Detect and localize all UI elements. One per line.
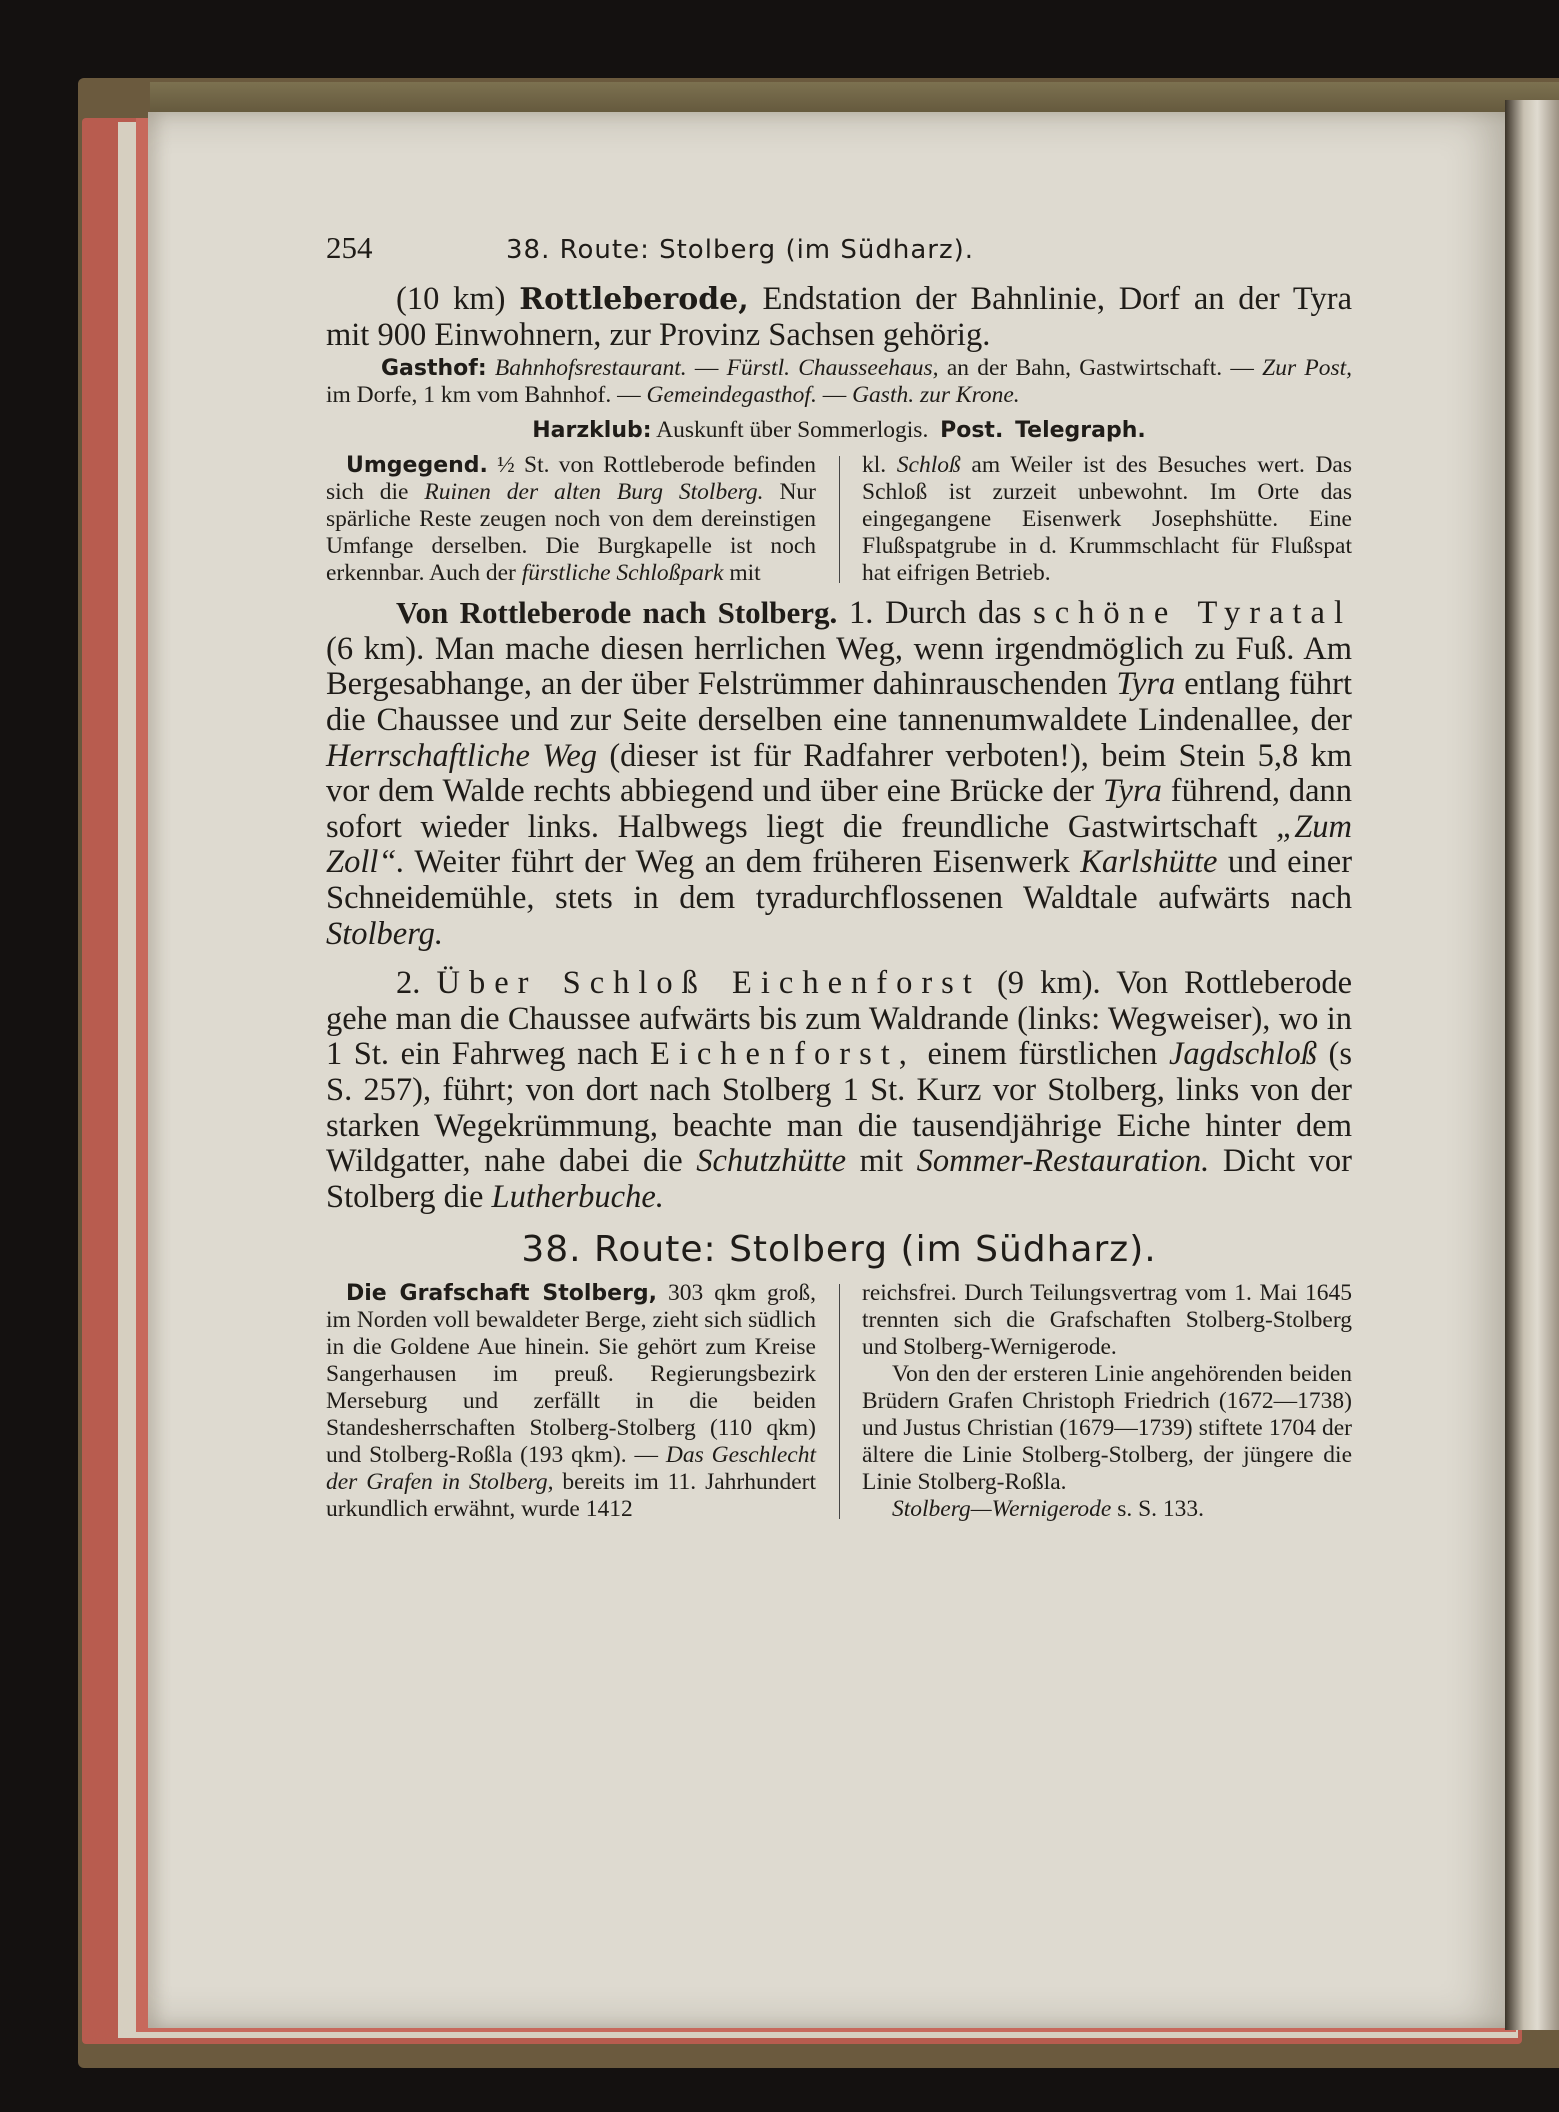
section-text: (dieser ist für Radfahrer verboten!), beim Stein 5,8 km vor dem Walde rechts abbiegend und über eine Brücke der [326,737,1353,810]
route-italic: Das Geschlecht der Grafen in Stolberg, [326,1442,816,1496]
running-title: 38. Route: Stolberg (im Südharz). [506,235,975,265]
umgegend-right-column [862,452,1352,587]
section-text: (s S. 257), führt; von dort nach Stolberg 1 St. Kurz vor Stolberg, links von der starken Wegekrümmung, beachte man die tausendjährige Eiche hinter dem Wildgatter, nahe dabei die [326,1036,1352,1180]
place-italic: Schutzhütte [696,1143,847,1180]
route-text: bereits im 11. Jahrhundert urkundlich erwähnt, wurde 1412 [326,1469,817,1523]
umgegend-text: mit [729,560,761,587]
spaced-text: Eichenforst, [649,1036,916,1073]
page-text [326,230,1352,1523]
spaced-text: Über Schloß Eichenforst [436,965,981,1002]
section-text: Dicht vor Stolberg die [326,1143,1352,1215]
umgegend-text: am Weiler ist des Besuches wert. Das Schloß ist zurzeit unbewohnt. Im Orte das eingegangene Eisenwerk Josephshütte. Eine Flußspatgrube in d. Krummschlacht für Flußspat hat eifrigen Betrieb. [862,452,1353,587]
place-italic: Jagdschloß [1168,1036,1317,1073]
section-text: führend, dann sofort wieder links. Halbwegs liegt die freundliche Gastwirtschaft [326,773,1353,845]
gasthof-text: an der Bahn, Gastwirtschaft. — [946,355,1254,382]
post-label: Post. [940,418,1004,444]
place-italic: Tyra [1116,666,1176,703]
umgegend-item: Schloß [896,452,961,479]
umgegend-text: Nur spärliche Reste zeugen noch von dem dereinstigen Umfange derselben. Die Burgkapelle ist noch erkennbar. Auch der [326,479,816,587]
section-text: 2. [396,965,421,1002]
place-italic: Stolberg. [326,915,444,952]
route-left-column [326,1280,816,1523]
place-italic: Lutherbuche. [491,1178,664,1215]
page-header [326,230,1352,282]
route-text: reichsfrei. Durch Teilungsvertrag vom 1. Mai 1645 trennten sich die Grafschaften Stolberg-Stolberg und Stolberg-Wernigerode. [862,1280,1352,1361]
gasthof-label: Gasthof: [381,356,487,382]
route-text: 303 qkm groß, im Norden voll bewaldeter Berge, zieht sich südlich in die Goldene Aue hinein. Sie gehört zum Kreise Sangerhausen im preuß. Regierungsbezirk Merseburg und zerfällt in die beiden Standesherrschaften Stolberg-Stolberg (110 qkm) und Stolberg-Roßla (193 qkm). — [326,1280,817,1469]
section-text: mit [859,1143,903,1180]
umgegend-left-column [326,452,816,587]
place-italic: Karlshütte [1080,844,1218,881]
dash: — [822,382,847,409]
gasthof-item: Gemeindegasthof. [646,382,817,409]
telegraph-label: Telegraph. [1015,418,1146,444]
umgegend-text: kl. [862,452,887,479]
route-title: 38. Route: Stolberg (im Südharz). [521,1229,1157,1271]
section-heading: Von Rottleberode nach Stolberg. [396,595,838,631]
umgegend-item: Ruinen der alten Burg Stolberg. [424,479,764,506]
gasthof-item: Gasth. zur Krone. [852,382,1020,409]
harzklub-label: Harzklub: [532,418,652,444]
route-text: s. S. 133. [1117,1496,1205,1523]
gasthof-item: Fürstl. Chausseehaus, [726,355,939,382]
route-crossref [862,1496,1352,1523]
route-columns [326,1280,1352,1523]
section-text: und einer Schneidemühle, stets in dem tyradurchflossenen Waldtale aufwärts nach [326,844,1353,916]
distance: (10 km) [396,281,506,317]
facing-page-edge [1505,100,1559,2030]
intro-paragraph [326,282,1352,353]
column-divider [839,456,840,583]
column-divider [839,1284,840,1519]
route-right-column [862,1280,1352,1523]
section-text: Weiter führt der Weg an dem früheren Eisenwerk [414,844,1070,881]
section-text: (6 km). Man mache diesen herrlichen Weg, wenn irgendmöglich zu Fuß. Am Bergesabhange, an der über Felstrümmer dahinrauschenden [326,630,1352,703]
route-text: Von den der ersteren Linie angehörenden beiden Brüdern Grafen Christoph Friedrich (1672—1738) und Justus Christian (1679—1739) stiftete 1704 der ältere die Linie Stolberg-Stolberg, der jüngere die Linie Stolberg-Roßla. [862,1361,1352,1496]
umgegend-columns [326,452,1352,587]
gasthof-paragraph [326,355,1352,444]
place-italic: Tyra [1102,773,1162,810]
harzklub-line [326,417,1352,444]
spaced-text: schöne Tyratal [1033,595,1353,632]
umgegend-text: ½ St. von Rottleberode befinden sich die [326,452,816,506]
grafschaft-label: Die Grafschaft Stolberg, [346,1281,657,1307]
umgegend-item: fürstliche Schloßpark [521,560,724,587]
place-italic: Herrschaftliche Weg [326,737,598,774]
section-1 [326,595,1352,952]
umgegend-label: Umgegend. [346,453,488,479]
section-text: (9 km). Von Rottleberode gehe man die Chaussee aufwärts bis zum Waldrande (links: Wegweiser), wo in 1 St. ein Fahrweg nach [326,965,1353,1073]
section-text: 1. Durch das [849,595,1022,632]
place-name: Rottleberode, [519,282,749,317]
gasthof-text: im Dorfe, 1 km vom Bahnhof. — [326,382,641,409]
gasthof-item: Bahnhofsrestaurant. [494,355,687,382]
intro-text: Endstation der Bahnlinie, Dorf an der Tyra mit 900 Einwohnern, zur Provinz Sachsen gehörig. [326,281,1352,353]
place-italic: „Zum Zoll“. [326,808,1352,881]
place-italic: Sommer-Restauration. [916,1143,1210,1180]
dash: — [694,355,719,382]
section-text: einem fürstlichen [927,1036,1158,1073]
page-number: 254 [326,230,373,265]
section-text: entlang führt die Chaussee und zur Seite derselben eine tannenumwaldete Lindenallee, der [326,666,1353,738]
gasthof-item: Zur Post, [1262,355,1353,382]
harzklub-text: Auskunft über Sommerlogis. [656,417,929,444]
route-italic: Stolberg—Wernigerode [892,1496,1112,1523]
section-2 [326,966,1352,1215]
